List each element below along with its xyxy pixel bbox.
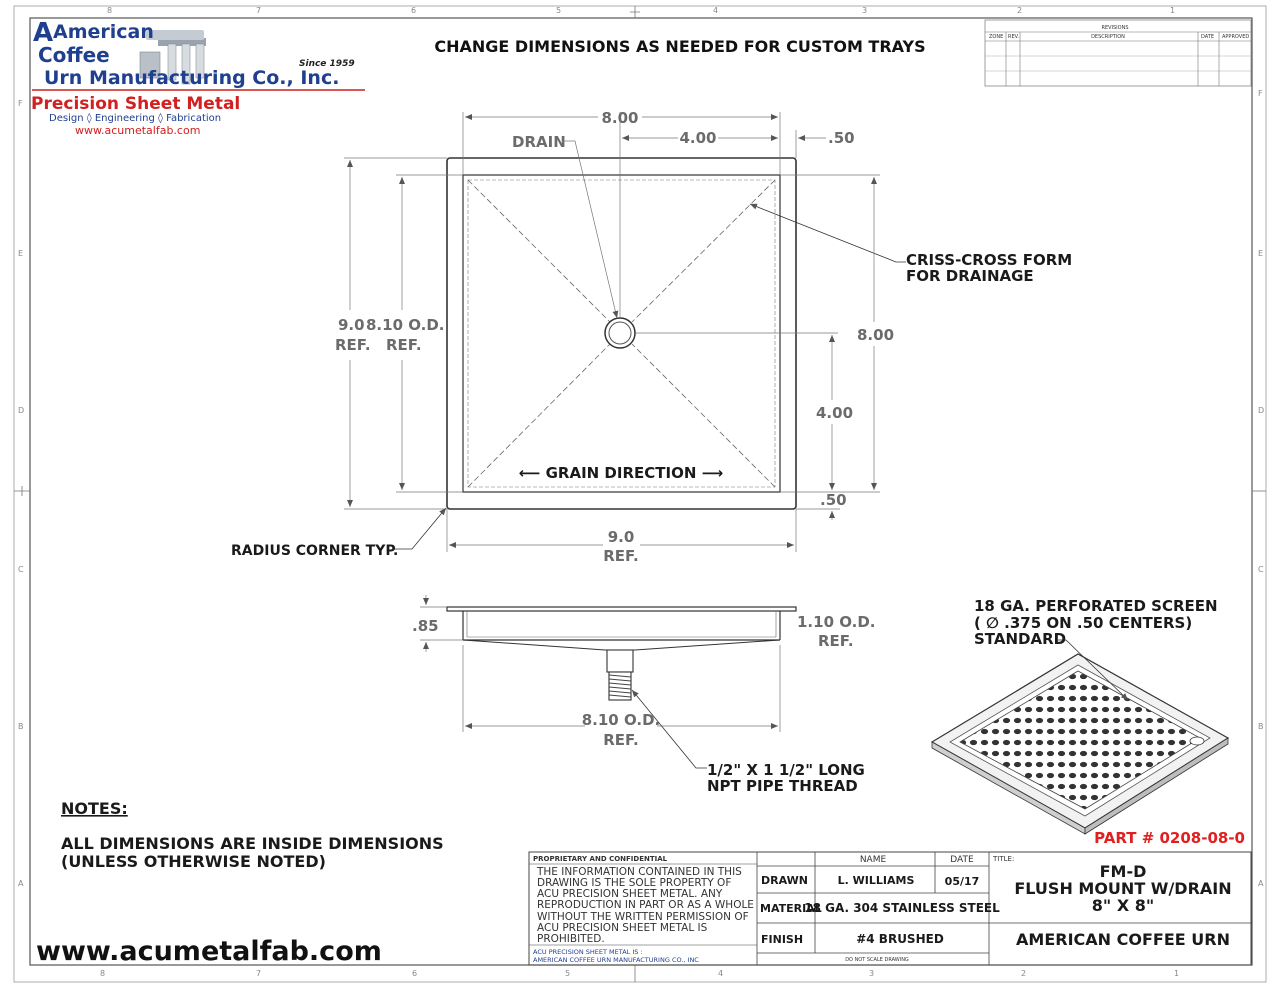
company-name: AMERICAN COFFEE URN — [1016, 930, 1230, 949]
grid-col-label: 1 — [1174, 969, 1180, 978]
isometric-view — [932, 597, 1228, 834]
proprietary-line: PROHIBITED. — [537, 933, 605, 945]
drawn-date: 05/17 — [944, 875, 980, 888]
dim-half-width: 4.00 — [679, 129, 717, 147]
grid-col-label: 8 — [100, 969, 106, 978]
revisions-col-description: DESCRIPTION — [1091, 34, 1125, 40]
notes — [61, 799, 444, 871]
material-value: 18 GA. 304 STAINLESS STEEL — [804, 901, 1000, 915]
criss-cross-label-2: FOR DRAINAGE — [906, 267, 1034, 285]
logo-initial-a: A — [33, 18, 54, 48]
dim-flange-top: .50 — [828, 129, 855, 147]
criss-cross-label-1: CRISS-CROSS FORM — [906, 251, 1073, 269]
grid-row-label: B — [18, 722, 24, 731]
dim-bottom-ref-value: 9.0 — [607, 528, 635, 546]
dim-side-width-label: REF. — [603, 731, 639, 749]
proprietary-line: THE INFORMATION CONTAINED IN THIS — [537, 866, 742, 878]
date-column-header: DATE — [950, 855, 974, 865]
acu-line-2: AMERICAN COFFEE URN MANUFACTURING CO., INC — [533, 956, 699, 964]
dim-inner-ref-value: 8.10 O.D. — [366, 316, 445, 334]
dim-side-width-value: 8.10 O.D. — [581, 711, 661, 729]
drawing-title-2: FLUSH MOUNT W/DRAIN — [1014, 879, 1232, 898]
revisions-col-zone: ZONE — [989, 34, 1004, 40]
grid-row-label: A — [18, 879, 24, 888]
grid-row-label: A — [1258, 879, 1264, 888]
dim-height: 8.00 — [857, 326, 895, 344]
dim-half-height: 4.00 — [816, 404, 854, 422]
notes-line-2: (UNLESS OTHERWISE NOTED) — [61, 852, 326, 871]
grid-col-label: 3 — [862, 6, 868, 15]
name-column-header: NAME — [859, 855, 887, 865]
grid-row-label: E — [18, 249, 24, 258]
finish-value: #4 BRUSHED — [856, 932, 944, 946]
drain-pipe — [607, 650, 633, 672]
grid-col-label: 2 — [1021, 969, 1027, 978]
company-logo — [31, 18, 365, 137]
proprietary-line: ACU PRECISION SHEET METAL. ANY — [537, 888, 723, 900]
top-view — [231, 109, 1072, 565]
finish-label: FINISH — [761, 933, 804, 946]
grid-row-label: C — [18, 565, 24, 574]
grid-col-label: 5 — [556, 6, 562, 15]
grid-row-label: F — [1258, 89, 1263, 98]
radius-corner-label: RADIUS CORNER TYP. — [231, 543, 399, 559]
logo-line-1: American — [53, 21, 154, 43]
dim-outer-ref-label: REF. — [335, 336, 371, 354]
perforated-screen — [960, 671, 1200, 809]
grid-row-label: D — [1258, 406, 1265, 415]
dim-flange-bottom: .50 — [820, 491, 847, 509]
drawn-name: L. WILLIAMS — [837, 874, 915, 887]
revisions-table — [985, 20, 1251, 86]
part-number: PART # 0208-08-0 — [1094, 829, 1245, 847]
screen-label-2: ( ∅ .375 ON .50 CENTERS) — [974, 614, 1193, 632]
notes-line-1: ALL DIMENSIONS ARE INSIDE DIMENSIONS — [61, 834, 444, 853]
title-field-label: TITLE: — [993, 855, 1015, 863]
grid-row-label: E — [1258, 249, 1264, 258]
proprietary-line: WITHOUT THE WRITTEN PERMISSION OF — [537, 911, 749, 923]
grid-col-label: 2 — [1017, 6, 1023, 15]
grid-row-label: F — [18, 99, 23, 108]
dim-od-label: REF. — [818, 632, 854, 650]
revisions-col-approved: APPROVED — [1222, 34, 1250, 40]
drawn-label: DRAWN — [761, 874, 808, 887]
grid-col-label: 1 — [1170, 6, 1176, 15]
grain-direction-label: ⟵ GRAIN DIRECTION ⟶ — [518, 464, 724, 482]
proprietary-line: REPRODUCTION IN PART OR AS A WHOLE — [537, 899, 754, 911]
dim-bottom-ref-label: REF. — [603, 547, 639, 565]
dim-outer-ref-value: 9.0 — [338, 316, 365, 334]
grid-row-label: D — [18, 406, 25, 415]
grid-col-label: 4 — [713, 6, 719, 15]
revisions-title: REVISIONS — [1101, 25, 1129, 31]
screen-label-3: STANDARD — [974, 630, 1067, 648]
revisions-col-date: DATE — [1201, 34, 1215, 40]
pipe-thread-label-1: 1/2" X 1 1/2" LONG — [707, 761, 865, 779]
grid-col-label: 6 — [411, 6, 417, 15]
grid-col-label: 5 — [565, 969, 571, 978]
logo-tagline: Precision Sheet Metal — [31, 94, 241, 114]
logo-line-3: Urn Manufacturing Co., Inc. — [44, 67, 340, 89]
proprietary-line: ACU PRECISION SHEET METAL IS — [537, 922, 708, 934]
grid-row-label: B — [1258, 722, 1264, 731]
drawing-title-3: 8" X 8" — [1091, 896, 1155, 915]
dim-depth: .85 — [412, 617, 439, 635]
grid-col-label: 7 — [256, 969, 262, 978]
tray-inner-edge — [463, 175, 780, 492]
logo-line-2: Coffee — [38, 43, 110, 67]
dim-width: 8.00 — [601, 109, 639, 127]
grid-col-label: 6 — [412, 969, 418, 978]
title-block — [529, 852, 1251, 965]
drawing-title-1: FM-D — [1099, 862, 1147, 881]
website-url: www.acumetalfab.com — [36, 936, 382, 967]
material-label: MATERIAL — [760, 902, 822, 915]
grid-col-label: 7 — [256, 6, 262, 15]
drain-label: DRAIN — [512, 133, 566, 151]
revisions-col-rev: REV. — [1008, 34, 1019, 40]
logo-since: Since 1959 — [299, 59, 355, 69]
logo-url: www.acumetalfab.com — [75, 124, 201, 137]
drawing-header-title: CHANGE DIMENSIONS AS NEEDED FOR CUSTOM TRAYS — [434, 37, 926, 56]
do-not-scale-note: DO NOT SCALE DRAWING — [845, 957, 909, 963]
screen-label-1: 18 GA. PERFORATED SCREEN — [974, 597, 1218, 615]
pipe-thread-label-2: NPT PIPE THREAD — [707, 777, 858, 795]
grid-col-label: 3 — [869, 969, 875, 978]
side-view — [412, 595, 876, 795]
proprietary-line: DRAWING IS THE SOLE PROPERTY OF — [537, 877, 732, 889]
acu-line-1: ACU PRECISION SHEET METAL IS : — [533, 948, 643, 956]
grid-col-label: 8 — [107, 6, 113, 15]
dim-od-value: 1.10 O.D. — [797, 613, 876, 631]
logo-services: Design ◊ Engineering ◊ Fabrication — [49, 113, 222, 124]
grid-col-label: 4 — [718, 969, 724, 978]
notes-heading: NOTES: — [61, 799, 128, 818]
dim-inner-ref-label: REF. — [386, 336, 422, 354]
tray-outline — [447, 158, 796, 509]
proprietary-heading: PROPRIETARY AND CONFIDENTIAL — [533, 855, 668, 863]
grid-row-label: C — [1258, 565, 1264, 574]
